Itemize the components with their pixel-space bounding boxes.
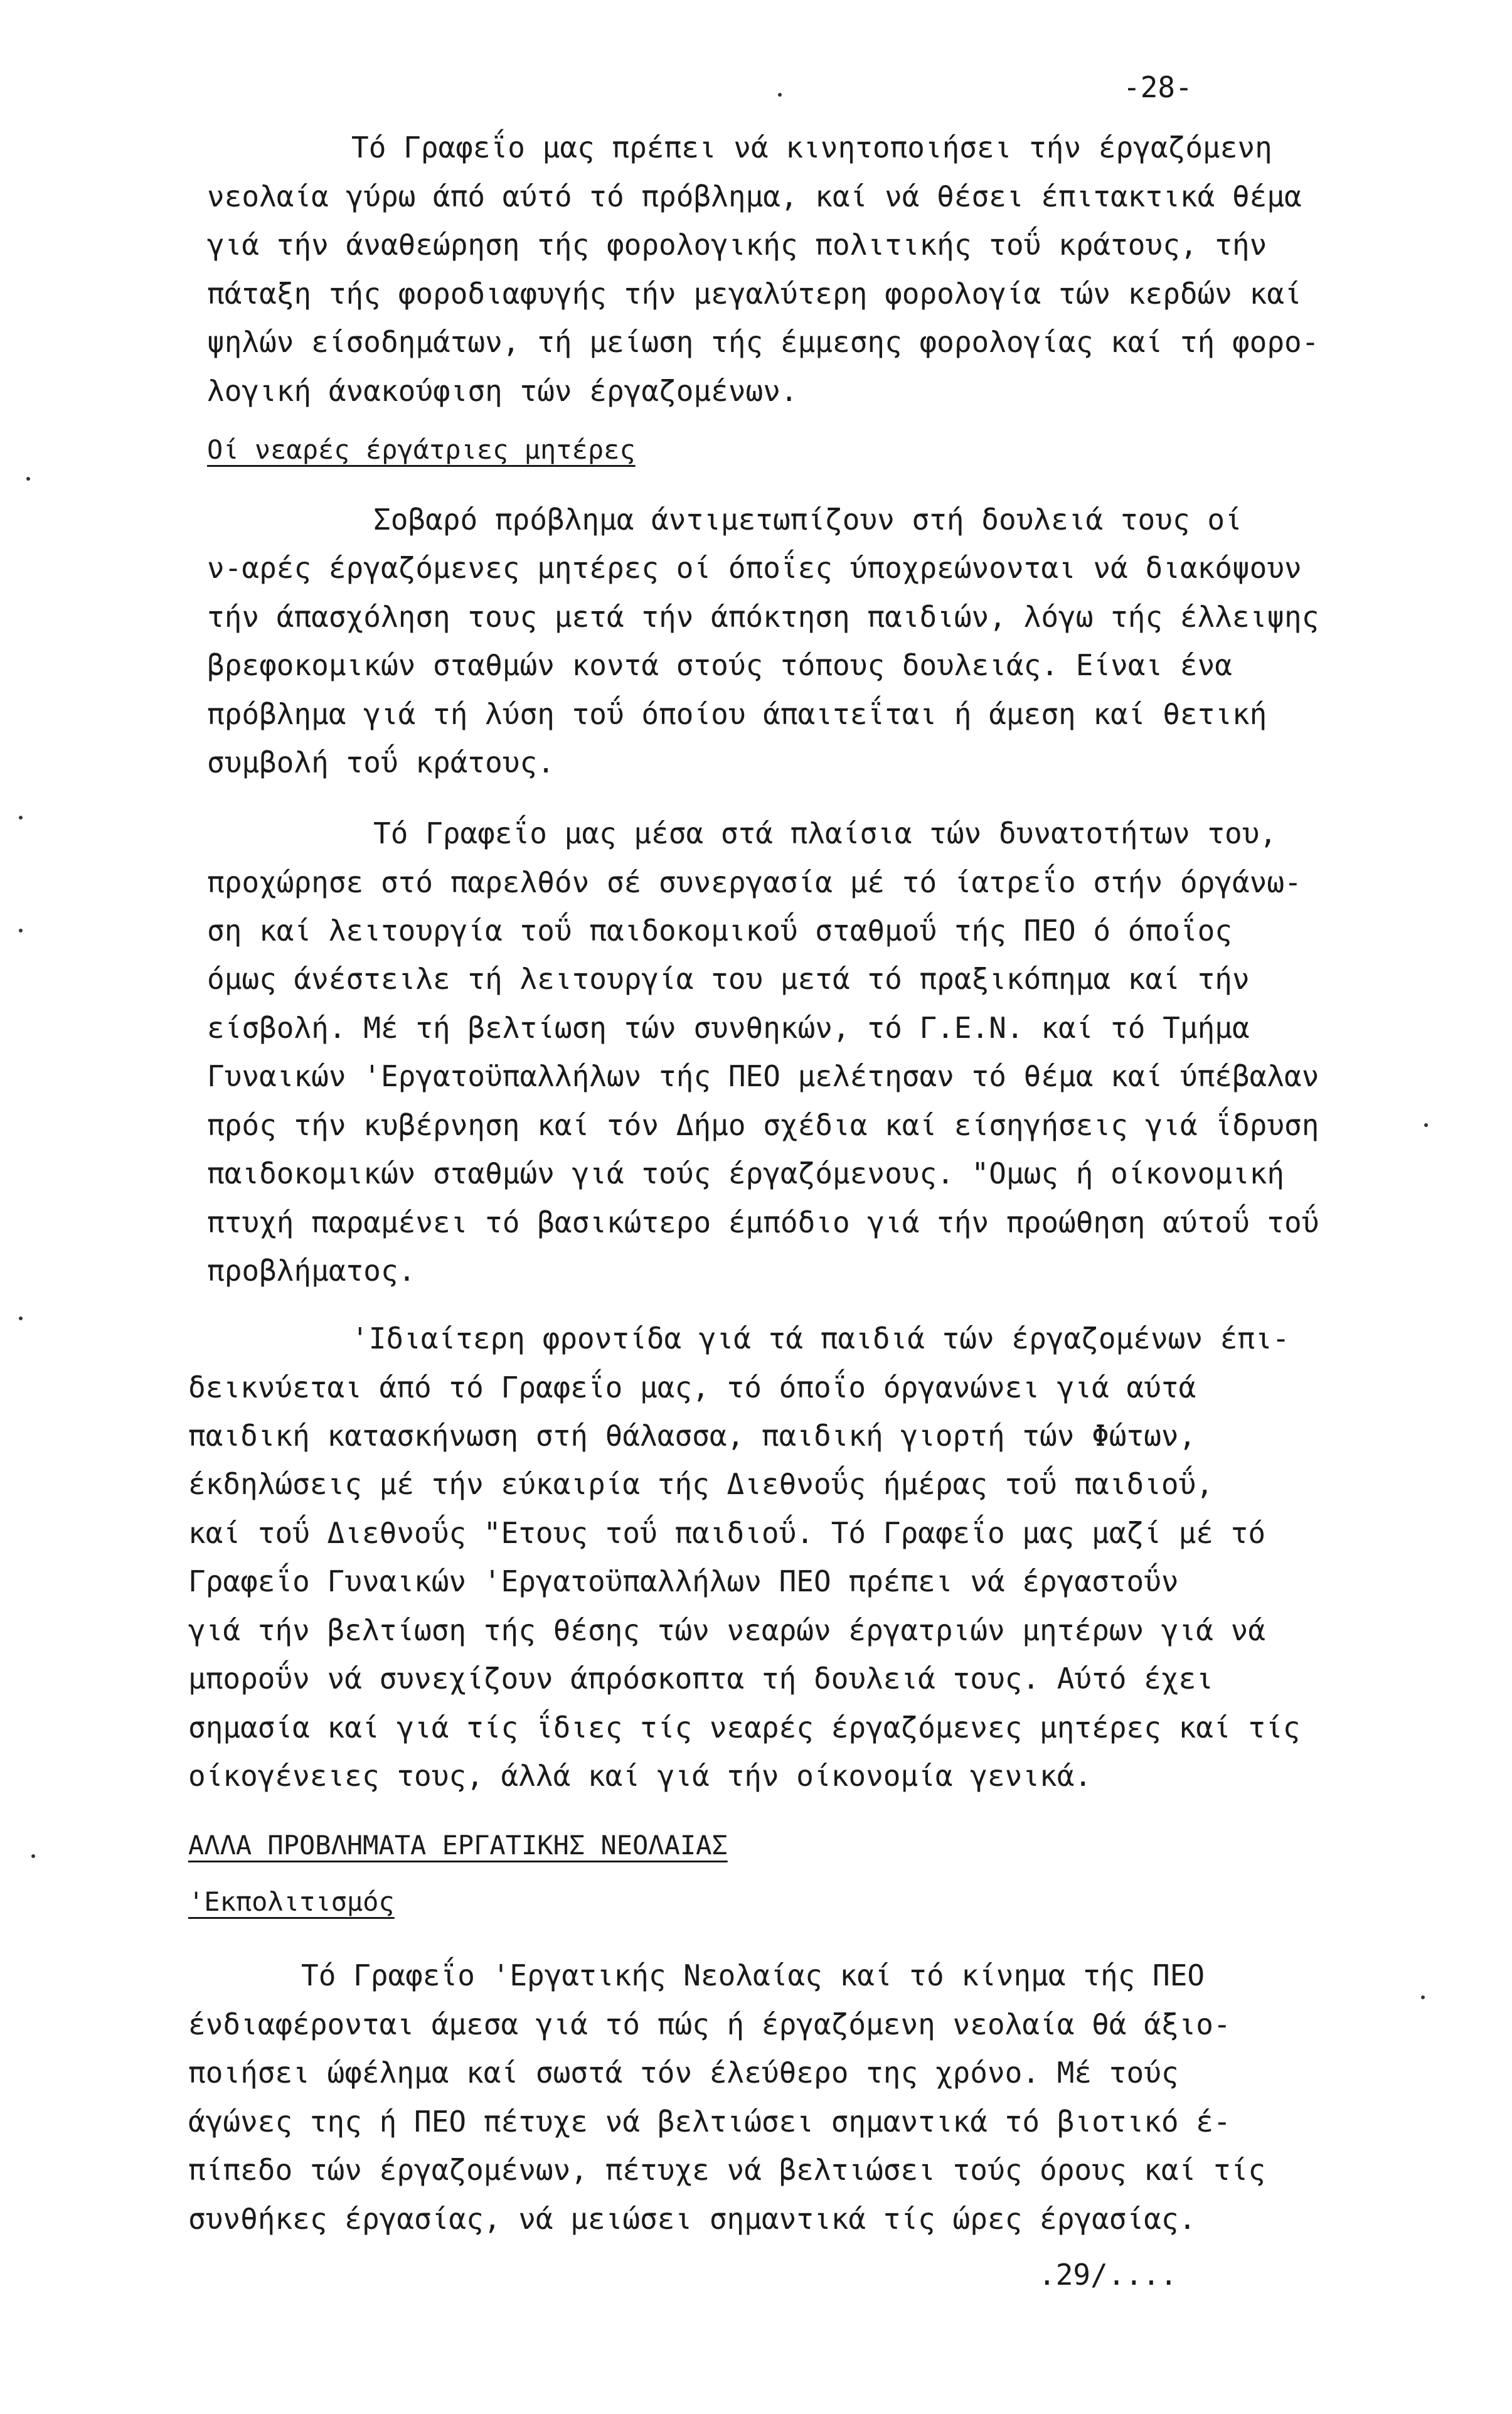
text-line: σημασία καί γιά τίς ΐδιες τίς νεαρές έργαζόμενες μητέρες καί τίς: [188, 1711, 1301, 1744]
text-line: πρός τήν κυβέρνηση καί τόν Δήμο σχέδια καί είσηγήσεις γιά ΐδρυση: [207, 1108, 1319, 1142]
scan-speck: [778, 93, 782, 97]
section-heading-young-mothers: Οί νεαρές έργάτριες μητέρες: [207, 434, 636, 465]
text-line: ν-αρές έργαζόμενες μητέρες οί όποΐες ύποχρεώνονται νά διακόψουν: [207, 551, 1302, 585]
text-line: πτυχή παραμένει τό βασικώτερο έμπόδιο γιά τήν προώθηση αύτοΰ τοΰ: [207, 1205, 1319, 1239]
text-line: βρεφοκομικών σταθμών κοντά στούς τόπους δουλειάς. Είναι ένα: [207, 648, 1232, 682]
page-number: -28-: [1123, 70, 1193, 104]
text-line: γιά τήν άναθεώρηση τής φορολογικής πολιτικής τοΰ κράτους, τήν: [207, 228, 1267, 262]
text-line: νεολαία γύρω άπό αύτό τό πρόβλημα, καί νά θέσει έπιτακτικά θέμα: [207, 179, 1302, 213]
scan-speck: [19, 1316, 23, 1320]
text-line: μποροΰν νά συνεχίζουν άπρόσκοπτα τή δουλειά τους. Αύτό έχει: [188, 1662, 1213, 1696]
text-line: 'Ιδιαίτερη φροντίδα γιά τά παιδιά τών έργαζομένων έπι-: [351, 1322, 1290, 1355]
text-line: Σοβαρό πρόβλημα άντιμετωπίζουν στή δουλειά τους οί: [373, 503, 1242, 537]
scan-speck: [19, 929, 23, 932]
text-line: πρόβλημα γιά τή λύση τοΰ όποίου άπαιτεΐται ή άμεση καί θετική: [207, 697, 1267, 731]
scan-speck: [31, 1854, 35, 1858]
text-line: ένδιαφέρονται άμεσα γιά τό πώς ή έργαζόμενη νεολαία θά άξιο-: [188, 2007, 1231, 2041]
text-line: συνθήκες έργασίας, νά μειώσει σημαντικά τίς ώρες έργασίας.: [188, 2202, 1196, 2236]
text-line: προχώρησε στό παρελθόν σέ συνεργασία μέ τό ίατρεΐο στήν όργάνω-: [207, 865, 1302, 899]
text-line: Γραφεΐο Γυναικών 'Εργατοϋπαλλήλων ΠΕΟ πρέπει νά έργαστοΰν: [188, 1564, 1179, 1598]
text-line: ση καί λειτουργία τοΰ παιδοκομικοΰ σταθμοΰ τής ΠΕΟ ό όποΐος: [207, 914, 1232, 948]
next-page-reference: .29/....: [1038, 2258, 1178, 2292]
text-line: συμβολή τοΰ κράτους.: [207, 745, 555, 779]
subsection-heading-culture: 'Εκπολιτισμός: [188, 1886, 395, 1917]
text-line: τήν άπασχόληση τους μετά τήν άπόκτηση παιδιών, λόγω τής έλλειψης: [207, 600, 1319, 634]
text-line: Τό Γραφεΐο μας μέσα στά πλαίσια τών δυνατοτήτων του,: [373, 816, 1277, 850]
text-line: οίκογένειες τους, άλλά καί γιά τήν οίκονομία γενικά.: [188, 1759, 1092, 1793]
text-line: ψηλών είσοδημάτων, τή μείωση τής έμμεσης φορολογίας καί τή φορο-: [207, 325, 1319, 359]
scan-speck: [26, 477, 30, 481]
scan-speck: [1421, 1995, 1425, 1999]
text-line: όμως άνέστειλε τή λειτουργία του μετά τό πραξικόπημα καί τήν: [207, 962, 1250, 996]
text-line: προβλήματος.: [207, 1254, 416, 1288]
text-line: καί τοΰ Διεθνοΰς "Ετους τοΰ παιδιοΰ. Τό Γραφεΐο μας μαζί μέ τό: [188, 1516, 1266, 1550]
text-line: λογική άνακούφιση τών έργαζομένων.: [207, 374, 798, 408]
scan-speck: [1424, 1123, 1428, 1127]
section-heading-other-problems: ΑΛΛΑ ΠΡΟΒΛΗΜΑΤΑ ΕΡΓΑΤΙΚΗΣ ΝΕΟΛΑΙΑΣ: [188, 1830, 728, 1861]
text-line: γιά τήν βελτίωση τής θέσης τών νεαρών έργατριών μητέρων γιά νά: [188, 1613, 1266, 1647]
text-line: είσβολή. Μέ τή βελτίωση τών συνθηκών, τό Γ.Ε.Ν. καί τό Τμήμα: [207, 1011, 1250, 1045]
text-line: Τό Γραφεΐο 'Εργατικής Νεολαίας καί τό κίνημα τής ΠΕΟ: [301, 1958, 1205, 1992]
text-line: παιδοκομικών σταθμών γιά τούς έργαζόμενους. "Ομως ή οίκονομική: [207, 1156, 1285, 1190]
text-line: ποιήσει ώφέλημα καί σωστά τόν έλεύθερο της χρόνο. Μέ τούς: [188, 2056, 1179, 2090]
text-line: δεικνύεται άπό τό Γραφεΐο μας, τό όποΐο όργανώνει γιά αύτά: [188, 1370, 1196, 1404]
text-line: άγώνες της ή ΠΕΟ πέτυχε νά βελτιώσει σημαντικά τό βιοτικό έ-: [188, 2105, 1231, 2139]
text-line: πάταξη τής φοροδιαφυγής τήν μεγαλύτερη φορολογία τών κερδών καί: [207, 277, 1302, 311]
text-line: Τό Γραφεΐο μας πρέπει νά κινητοποιήσει τήν έργαζόμενη: [351, 131, 1272, 164]
text-line: παιδική κατασκήνωση στή θάλασσα, παιδική γιορτή τών Φώτων,: [188, 1419, 1196, 1453]
text-line: πίπεδο τών έργαζομένων, πέτυχε νά βελτιώσει τούς όρους καί τίς: [188, 2153, 1266, 2187]
scan-speck: [19, 816, 23, 820]
text-line: έκδηλώσεις μέ τήν εύκαιρία τής Διεθνοΰς ήμέρας τοΰ παιδιοΰ,: [188, 1467, 1213, 1501]
text-line: Γυναικών 'Εργατοϋπαλλήλων τής ΠΕΟ μελέτησαν τό θέμα καί ύπέβαλαν: [207, 1059, 1319, 1093]
